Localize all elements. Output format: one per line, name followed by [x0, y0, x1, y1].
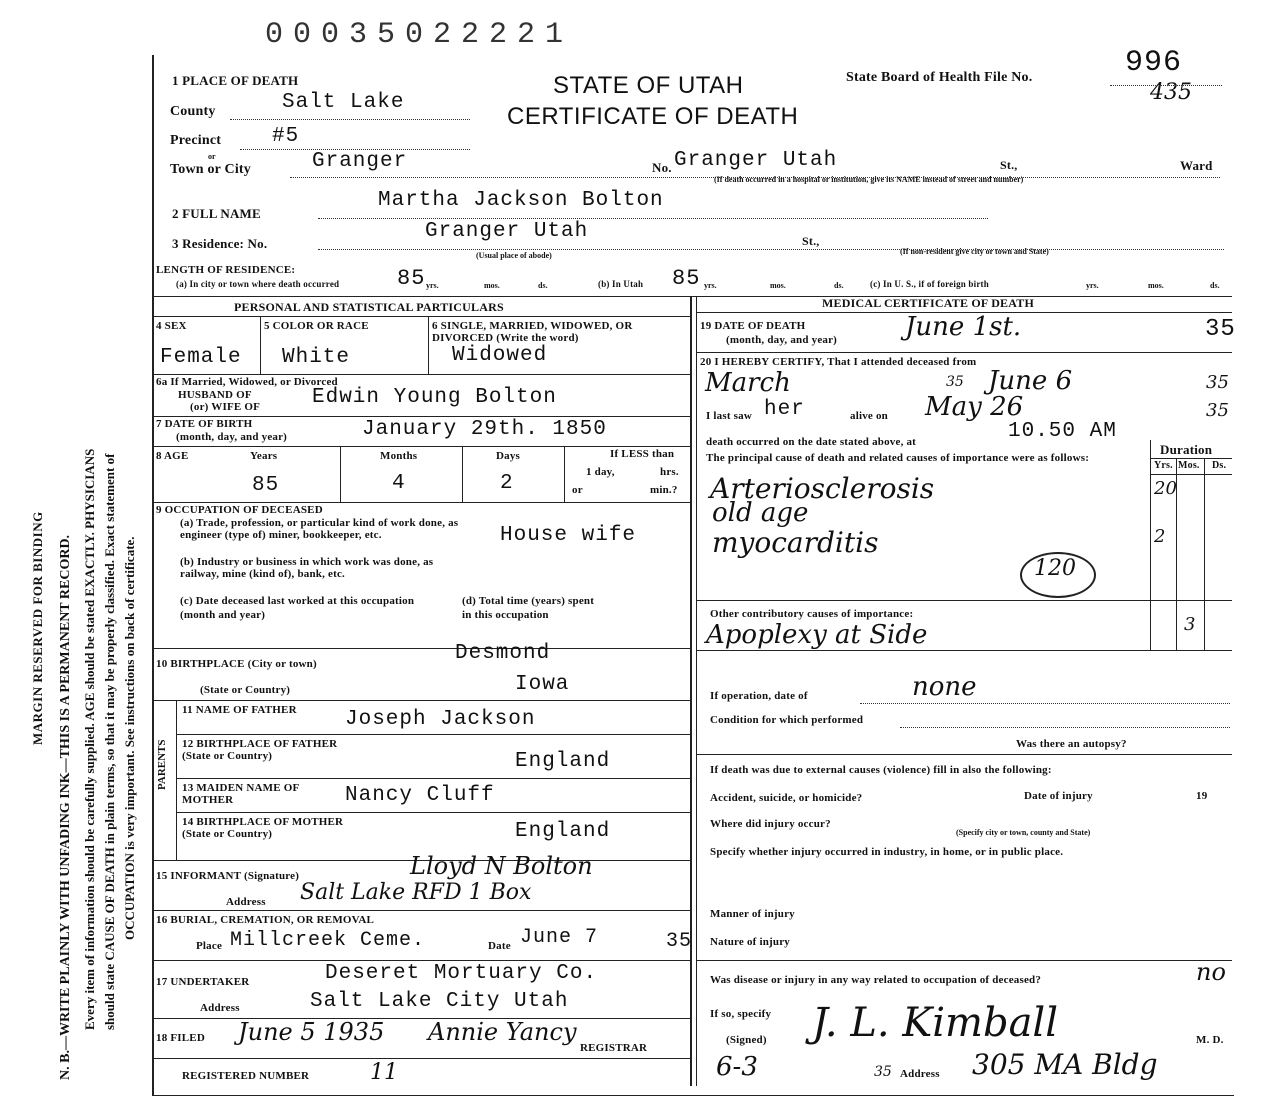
- file-number-2: 435: [1150, 80, 1192, 105]
- informant-signature: Lloyd N Bolton: [410, 852, 593, 880]
- state-title: STATE OF UTAH: [553, 72, 744, 99]
- burial-label: 16 BURIAL, CREMATION, OR REMOVAL: [156, 914, 375, 926]
- nonresident-note: (If non-resident give city or town and State): [900, 247, 1049, 256]
- margin-instruction-1: N. B.—WRITE PLAINLY WITH UNFADING INK—THIS IS A PERMANENT RECORD.: [58, 534, 73, 1080]
- burial-year: 35: [666, 930, 693, 953]
- town-label: Town or City: [170, 162, 251, 177]
- less-than-label: If LESS than: [610, 448, 675, 460]
- spouse-label-1: 6a If Married, Widowed, or Divorced: [156, 376, 338, 388]
- mother-birth-label: 14 BIRTHPLACE OF MOTHER (State or Country): [182, 816, 344, 840]
- md-label: M. D.: [1196, 1034, 1224, 1046]
- accident-label: Accident, suicide, or homicide?: [710, 792, 863, 804]
- birth-label: 7 DATE OF BIRTH: [156, 418, 253, 430]
- registered-number-label: REGISTERED NUMBER: [182, 1070, 310, 1082]
- residence-b-value: 85: [672, 266, 701, 291]
- months-label: Months: [380, 450, 418, 462]
- years-label: Years: [250, 450, 278, 462]
- residence-b-ds: ds.: [834, 281, 844, 290]
- where-injury-label: Where did injury occur?: [710, 818, 831, 830]
- occupation-b-label: (b) Industry or business in which work was done, as railway, mine (kind of), bank, etc.: [180, 556, 434, 580]
- death-date-value: June 1st.: [905, 312, 1022, 342]
- hospital-note: (If death occurred in a hospital or institution, give its NAME instead of street and number): [714, 175, 1024, 184]
- certificate-title: CERTIFICATE OF DEATH: [507, 103, 799, 130]
- ward-label: Ward: [1180, 158, 1213, 173]
- color-value: White: [282, 346, 351, 369]
- residence-a-mos: mos.: [484, 281, 500, 290]
- death-year-value: 35: [1205, 316, 1236, 343]
- informant-label: 15 INFORMANT (Signature): [156, 870, 300, 882]
- mother-birth: England: [515, 820, 611, 843]
- place-of-death-label: 1 PLACE OF DEATH: [172, 73, 299, 88]
- father-label: 11 NAME OF FATHER: [182, 704, 297, 716]
- medical-heading: MEDICAL CERTIFICATE OF DEATH: [822, 296, 1034, 310]
- town-value: Granger: [312, 150, 408, 173]
- if-so-label: If so, specify: [710, 1008, 772, 1020]
- cause-3: myocarditis: [712, 526, 879, 559]
- street-value: Granger Utah: [674, 149, 838, 172]
- residence-c-yrs: yrs.: [1086, 281, 1099, 290]
- birthplace-state-label: (State or Country): [200, 684, 291, 696]
- file-number-label: State Board of Health File No.: [846, 70, 1033, 85]
- age-label: 8 AGE: [156, 450, 189, 462]
- cause-code: 120: [1034, 556, 1076, 581]
- physician-signature: J. L. Kimball: [812, 1000, 1058, 1046]
- file-number: 996: [1125, 46, 1183, 80]
- sex-value: Female: [160, 346, 242, 369]
- death-date-label: 19 DATE OF DEATH: [700, 320, 806, 332]
- last-saw-label: I last saw: [706, 410, 753, 422]
- cause-1: Arteriosclerosis: [710, 472, 935, 505]
- age-months: 4: [392, 472, 406, 495]
- burial-date: June 7: [520, 926, 599, 949]
- mother-value: Nancy Cluff: [345, 784, 495, 807]
- occupation-d-label: (d) Total time (years) spent in this occupation: [462, 595, 595, 621]
- death-time: 10.50 AM: [1008, 420, 1117, 443]
- disease-label: Was disease or injury in any way related to occupation of deceased?: [710, 974, 1042, 986]
- alive-date: May 26: [925, 392, 1024, 422]
- county-label: County: [170, 104, 216, 119]
- injury-year-label: 19: [1196, 790, 1208, 802]
- birthplace-city: Desmond: [455, 642, 551, 665]
- nature-label: Nature of injury: [710, 936, 790, 948]
- filed-label: 18 FILED: [156, 1032, 205, 1044]
- other-cause: Apoplexy at Side: [706, 620, 928, 650]
- full-name-value: Martha Jackson Bolton: [378, 189, 664, 212]
- marital-value: Widowed: [452, 344, 548, 367]
- occupation-c-label: (c) Date deceased last worked at this occupation (month and year): [180, 595, 415, 621]
- attended-to-year: 35: [1206, 372, 1229, 393]
- registrar-label: REGISTRAR: [580, 1042, 648, 1054]
- age-days: 2: [500, 472, 514, 495]
- certify-label: 20 I HEREBY CERTIFY, That I attended deceased from: [700, 356, 977, 368]
- death-date-sub: (month, day, and year): [726, 334, 838, 346]
- min-label: min.?: [650, 484, 678, 496]
- residence-a-value: 85: [397, 266, 426, 291]
- residence-c-mos: mos.: [1148, 281, 1164, 290]
- spouse-value: Edwin Young Bolton: [312, 386, 557, 409]
- autopsy-label: Was there an autopsy?: [1016, 738, 1127, 750]
- hrs-label: hrs.: [660, 466, 679, 478]
- operation-label: If operation, date of: [710, 690, 808, 702]
- father-value: Joseph Jackson: [345, 708, 536, 731]
- undertaker-address-label: Address: [200, 1002, 240, 1014]
- residence-b-label: (b) In Utah: [598, 279, 644, 289]
- serial-number: 00035022221: [265, 18, 574, 52]
- undertaker-value: Deseret Mortuary Co.: [325, 962, 598, 985]
- duration-yrs: Yrs.: [1154, 460, 1173, 471]
- specify-injury-label: Specify whether injury occurred in industry, in home, or in public place.: [710, 846, 1064, 858]
- days-label: Days: [496, 450, 521, 462]
- filed-value: June 5 1935: [238, 1018, 385, 1046]
- informant-address: Salt Lake RFD 1 Box: [300, 880, 532, 905]
- duration-1: 20: [1154, 478, 1177, 499]
- residence-value: Granger Utah: [425, 220, 589, 243]
- attended-to: June 6: [988, 366, 1073, 396]
- undertaker-address: Salt Lake City Utah: [310, 990, 569, 1013]
- attended-from-year: 35: [946, 374, 964, 390]
- usual-abode-note: (Usual place of abode): [476, 251, 552, 260]
- father-birth: England: [515, 750, 611, 773]
- residence-label: 3 Residence: No.: [172, 236, 268, 251]
- father-birth-label: 12 BIRTHPLACE OF FATHER (State or Country): [182, 738, 338, 762]
- occupation-label: 9 OCCUPATION OF DECEASED: [156, 504, 323, 516]
- sign-address-label: Address: [900, 1068, 940, 1080]
- attended-from: March: [705, 368, 791, 398]
- external-causes-label: If death was due to external causes (violence) fill in also the following:: [710, 764, 1052, 776]
- birth-sub-label: (month, day, and year): [176, 431, 288, 443]
- margin-binding-text: MARGIN RESERVED FOR BINDING: [30, 511, 45, 745]
- birth-value: January 29th. 1850: [362, 418, 607, 441]
- margin-instruction-2: Every item of information should be carefully supplied. AGE should be stated EXACTLY. PHYSICIANS: [82, 448, 97, 1030]
- mother-label: 13 MAIDEN NAME OF MOTHER: [182, 782, 299, 806]
- last-saw-pronoun: her: [764, 398, 805, 421]
- condition-label: Condition for which performed: [710, 714, 864, 726]
- cause-2: old age: [712, 498, 809, 528]
- age-years: 85: [252, 474, 280, 497]
- alive-year: 35: [1206, 400, 1229, 421]
- personal-heading: PERSONAL AND STATISTICAL PARTICULARS: [234, 300, 504, 314]
- precinct-label: Precinct: [170, 133, 222, 148]
- signed-label: (Signed): [726, 1034, 767, 1046]
- manner-label: Manner of injury: [710, 908, 795, 920]
- undertaker-label: 17 UNDERTAKER: [156, 976, 250, 988]
- other-causes-label: Other contributory causes of importance:: [710, 608, 914, 620]
- residence-a-label: (a) In city or town where death occurred: [176, 279, 340, 289]
- birthplace-state: Iowa: [515, 673, 570, 696]
- informant-address-label: Address: [226, 896, 266, 908]
- occurred-label: death occurred on the date stated above, at: [706, 436, 917, 448]
- sign-date: 6-3: [716, 1052, 758, 1082]
- registered-number: 11: [370, 1060, 398, 1085]
- sign-year: 35: [874, 1064, 892, 1080]
- residence-c-label: (c) In U. S., if of foreign birth: [870, 279, 989, 289]
- registrar-signature: Annie Yancy: [428, 1018, 577, 1046]
- burial-date-label: Date: [488, 940, 511, 952]
- precinct-value: #5: [272, 125, 300, 148]
- occupation-value: House wife: [500, 524, 637, 547]
- residence-b-yrs: yrs.: [704, 281, 717, 290]
- principal-cause-label: The principal cause of death and related causes of importance were as follows:: [706, 452, 1090, 464]
- parents-label: PARENTS: [156, 739, 168, 790]
- color-label: 5 COLOR OR RACE: [264, 320, 369, 332]
- operation-value: none: [912, 672, 977, 702]
- disease-value: no: [1196, 958, 1226, 986]
- residence-a-yrs: yrs.: [426, 281, 439, 290]
- margin-instruction-4: OCCUPATION is very important. See instructions on back of certificate.: [122, 536, 137, 940]
- marital-label: 6 SINGLE, MARRIED, WIDOWED, OR DIVORCED (Write the word): [432, 320, 633, 344]
- town-or-label: or: [208, 152, 216, 161]
- occupation-a-label: (a) Trade, profession, or particular kind of work done, as engineer (type of) miner, bookkeeper, etc.: [180, 517, 459, 541]
- one-day-label: 1 day,: [586, 466, 615, 478]
- spouse-label-2: HUSBAND OF: [178, 389, 252, 401]
- street-no-label: No.: [652, 160, 672, 175]
- burial-place: Millcreek Ceme.: [230, 929, 426, 952]
- county-value: Salt Lake: [282, 91, 405, 114]
- residence-st-label: St.,: [802, 234, 820, 248]
- sign-address: 305 MA Bldg: [972, 1048, 1158, 1081]
- residence-a-ds: ds.: [538, 281, 548, 290]
- burial-place-label: Place: [196, 940, 223, 952]
- street-st-label: St.,: [1000, 158, 1018, 172]
- or-label: or: [572, 484, 583, 496]
- injury-date-label: Date of injury: [1024, 790, 1093, 802]
- residence-b-mos: mos.: [770, 281, 786, 290]
- margin-instruction-3: should state CAUSE OF DEATH in plain terms, so that it may be properly classified. Exact statement of: [102, 453, 117, 1030]
- duration-mos: Mos.: [1178, 460, 1200, 471]
- duration-label: Duration: [1160, 442, 1213, 457]
- where-injury-sub: (Specify city or town, county and State): [956, 828, 1091, 837]
- sex-label: 4 SEX: [156, 320, 187, 332]
- length-residence-label: LENGTH OF RESIDENCE:: [156, 264, 296, 276]
- other-duration: 3: [1184, 614, 1196, 635]
- spouse-label-3: (or) WIFE OF: [190, 401, 261, 413]
- duration-2: 2: [1154, 526, 1166, 547]
- duration-ds: Ds.: [1212, 460, 1227, 471]
- birthplace-label: 10 BIRTHPLACE (City or town): [156, 658, 317, 670]
- full-name-label: 2 FULL NAME: [172, 206, 261, 221]
- alive-on-label: alive on: [850, 410, 888, 422]
- residence-c-ds: ds.: [1210, 281, 1220, 290]
